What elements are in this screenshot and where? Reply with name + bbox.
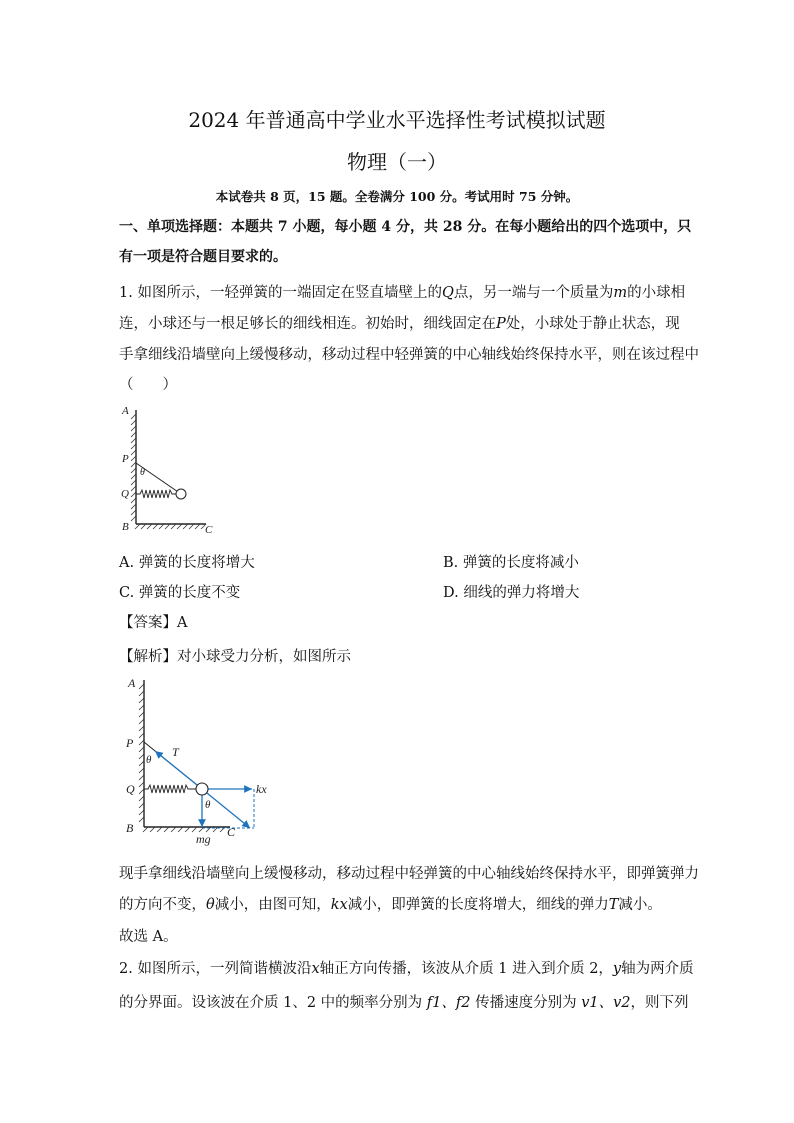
fig2-label-p: P [126,736,134,750]
fig2-label-q: Q [126,782,135,796]
section-heading-line2: 有一项是符合题目要求的。 [119,249,287,265]
fig1-label-c: C [205,524,213,536]
floor-hatch [135,524,206,529]
fig2-label-t: T [172,745,179,759]
spring [136,490,176,498]
q1-explanation-line1: 现手拿细线沿墙壁向上缓慢移动，移动过程中轻弹簧的中心轴线始终保持水平，即弹簧弹力 [119,866,699,882]
fig2-label-theta1: θ [146,754,152,766]
ball [196,783,208,795]
q1-option-b: B. 弹簧的长度将减小 [443,555,579,571]
q1-conclusion: 故选 A。 [119,929,178,945]
fig1-label-theta: θ [140,467,145,478]
q1-answer: 【答案】A [119,615,188,631]
q1-option-c: C. 弹簧的长度不变 [119,585,241,601]
q1-line1: 1. 如图所示，一轻弹簧的一端固定在竖直墙壁上的Q点，另一端与一个质量为m的小球相 [119,285,686,301]
q1-line4: （ ） [119,377,177,393]
fig2-label-theta2: θ [205,799,211,811]
fig1-label-q: Q [121,488,129,500]
exam-title: 2024 年普通高中学业水平选择性考试模拟试题 [188,108,606,132]
fig1-label-b: B [122,521,129,533]
wall-hatch [139,684,144,822]
fig1-label-a: A [122,405,129,417]
wall-hatch [131,414,136,521]
fig1-label-p: P [122,453,129,465]
exam-subtitle: 物理（一） [347,150,447,174]
fig2-label-a: A [128,676,136,690]
q1-figure [110,402,230,538]
q1-line3: 手拿细线沿墙壁向上缓慢移动，移动过程中轻弹簧的中心轴线始终保持水平，则在该过程中 [119,347,699,363]
exam-info: 本试卷共 8 页，15 题。全卷满分 100 分。考试用时 75 分钟。 [215,189,579,204]
fig2-label-c: C [227,825,236,839]
fig2-label-b: B [126,821,134,835]
q1-force-figure [110,672,280,852]
fig2-label-mg: mg [196,832,211,846]
spring [144,785,196,793]
q1-analysis: 【解析】对小球受力分析，如图所示 [119,649,351,665]
q1-line2: 连，小球还与一根足够长的细线相连。初始时，细线固定在P处，小球处于静止状态，现 [119,316,680,332]
q2-line2: 的分界面。设该波在介质 1、2 中的频率分别为 f1、f2 传播速度分别为 v1、v2，则下列 [119,995,689,1011]
q1-option-a: A. 弹簧的长度将增大 [119,555,255,571]
section-heading-line1: 一、单项选择题：本题共 7 小题，每小题 4 分，共 28 分。在每小题给出的四个选项中，只 [119,219,692,235]
ball [176,489,186,499]
fig2-label-kx: kx [256,782,267,796]
q1-option-d: D. 细线的弹力将增大 [443,585,580,601]
q2-line1: 2. 如图所示，一列简谐横波沿x轴正方向传播，该波从介质 1 进入到介质 2，y轴为两介质 [119,961,694,977]
q1-explanation-line2: 的方向不变，θ减小，由图可知，kx减小，即弹簧的长度将增大，细线的弹力T减小。 [119,897,662,913]
